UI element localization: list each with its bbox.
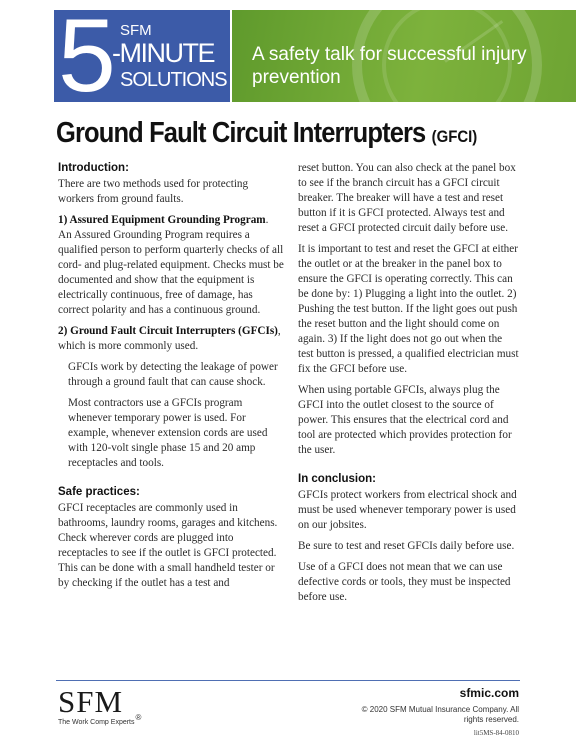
safe-heading: Safe practices:	[58, 486, 140, 498]
intro-item-1-text: . An Assured Grounding Program requires a qualified person to perform quarterly checks of all cord- and plug-related equipment. Checks must be documented and show that the equipment is electrically continuous, free of damage, has correct polarity and has a continuous ground.	[58, 214, 284, 316]
conclusion-p3: Use of a GFCI does not mean that we can use defective cords or tools, they must be inspected before use.	[298, 561, 511, 603]
registered-mark: ®	[135, 713, 142, 722]
gfci-detect-text: GFCIs work by detecting the leakage of power through a ground fault that can cause shock.	[68, 361, 278, 388]
intro-item-1-label: 1) Assured Equipment Grounding Program	[58, 214, 266, 226]
brand-number: 5	[58, 10, 114, 102]
brand-solutions: SOLUTIONS	[120, 69, 227, 91]
intro-item-2-label: 2) Ground Fault Circuit Interrupters (GFCIs)	[58, 325, 278, 337]
title-abbr: (GFCI)	[431, 127, 478, 146]
tagline: A safety talk for successful injury prevention	[252, 44, 527, 88]
intro-heading: Introduction:	[58, 162, 129, 174]
logo-subtitle-text: The Work Comp Experts	[58, 719, 135, 726]
title-main: Ground Fault Circuit Interrupters	[56, 117, 426, 149]
portable-text: When using portable GFCIs, always plug the GFCI into the outlet closest to the source of power. This ensures that the electrical cord and tool are protected which provides protection for the user.	[298, 384, 512, 456]
page-title	[56, 116, 477, 154]
tagline-panel	[232, 10, 576, 102]
safe-text-right: reset button. You can also check at the panel box to see if the branch circuit has a GFCI circuit breaker. The breaker will have a test and reset button if it is GFCI protected. Always test and reset a GFCI protected circuit daily before use.	[298, 162, 516, 234]
document-code: lit5MS-84-0810	[473, 729, 519, 737]
contractors-text: Most contractors use a GFCIs program whenever temporary power is used. For example, whenever extension cords are used with 120-volt single phase 15 and 20 amp receptacles and tools.	[68, 397, 268, 469]
left-column	[58, 161, 284, 597]
brand-block	[54, 10, 230, 102]
right-column	[298, 161, 520, 611]
conclusion-heading: In conclusion:	[298, 473, 376, 485]
copyright-text: © 2020 SFM Mutual Insurance Company. All rights reserved.	[361, 705, 519, 724]
safe-text-left: GFCI receptacles are commonly used in bathrooms, laundry rooms, garages and kitchens. Check wherever cords are plugged into receptacles to see if the outlet is GFCI protected. This can be done with a small handheld tester or by checking if the outlet has a test and	[58, 502, 278, 589]
footer-divider	[56, 680, 520, 681]
conclusion-p2: Be sure to test and reset GFCIs daily before use.	[298, 540, 515, 552]
header-banner	[54, 10, 576, 102]
logo-subtitle	[58, 713, 142, 727]
intro-text: There are two methods used for protecting workers from ground faults.	[58, 178, 249, 205]
intro-item-2	[58, 324, 284, 354]
sfm-logo: SFM	[58, 684, 124, 719]
test-reset-text: It is important to test and reset the GFCI at either the outlet or at the breaker in the panel box to ensure the GFCI is operating correctly. This can be done by: 1) Plugging a light into the outlet. 2) Pushing the test button. If the light goes out push the reset button and the light should come on again. 3) If the light does not go out when the test button is pressed, a qualified electrician must fix the GFCI before use.	[298, 243, 519, 375]
intro-item-1	[58, 213, 284, 318]
brand-sfm: SFM	[120, 22, 152, 39]
website-link[interactable]: sfmic.com	[459, 686, 519, 700]
intro-item-2-text: , which is more commonly used.	[58, 325, 281, 352]
brand-minute: -MINUTE	[112, 38, 214, 68]
conclusion-p1: GFCIs protect workers from electrical shock and must be used whenever temporary power is used on our jobsites.	[298, 489, 517, 531]
